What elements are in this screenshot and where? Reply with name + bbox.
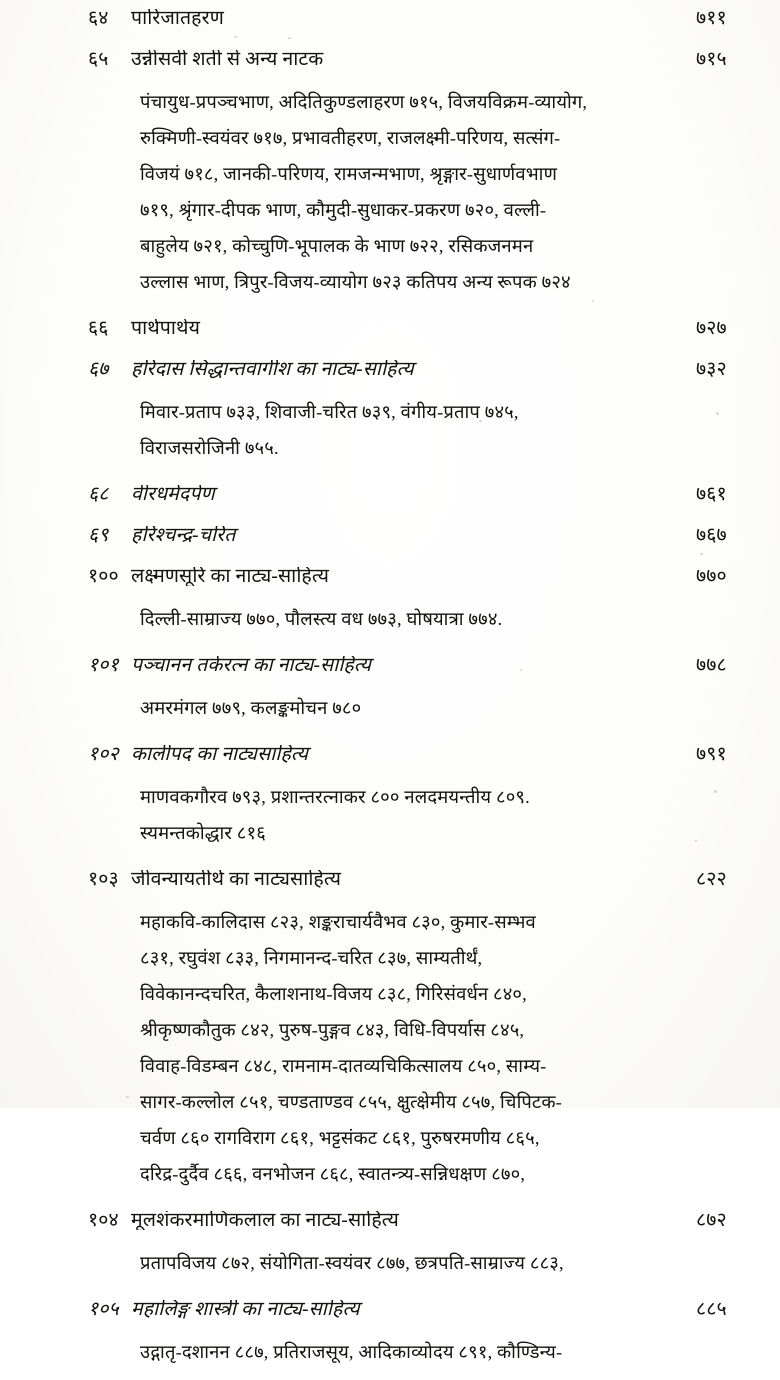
toc-entry-works-line: अमरमंगल ७७९, कलङ्कमोचन ७८० xyxy=(140,697,362,718)
toc-entry-title: पार्थपाथेय xyxy=(131,318,200,339)
toc-entry-page-number: ७९१ xyxy=(696,743,727,765)
toc-entry-works-line: ८३१, रघुवंश ८३३, निगमानन्द-चरित ८३७, साम्यतीर्थं, xyxy=(140,947,483,968)
toc-entry-number: ६८ xyxy=(88,483,109,505)
toc-entry-works-line: चर्वण ८६० रागविराग ८६१, भट्टसंकट ८६१, पुरुषरमणीय ८६५, xyxy=(140,1127,540,1148)
toc-entry-works-line: माणवकगौरव ७९३, प्रशान्तरत्नाकर ८०० नलदमयन्तीय ८०९. xyxy=(140,786,530,807)
toc-entry-works-line: पंचायुध-प्रपञ्चभाण, अदितिकुण्डलाहरण ७१५, विजयविक्रम-व्यायोग, xyxy=(140,91,588,112)
toc-entry-page-number: ७२७ xyxy=(696,317,727,339)
toc-entry-page-number: ७१५ xyxy=(696,48,727,70)
vertical-spacer xyxy=(0,466,780,476)
toc-entry-page-number: ७७० xyxy=(696,565,727,587)
toc-entry-title: वीरधर्मदर्पण xyxy=(131,484,215,505)
vertical-spacer xyxy=(0,1281,780,1291)
toc-entry-works-line: ७१९, श्रृंगार-दीपक भाण, कौमुदी-सुधाकर-प्रकरण ७२०, वल्ली- xyxy=(140,199,547,220)
toc-entry[interactable] xyxy=(0,1202,780,1239)
vertical-spacer xyxy=(0,1192,780,1202)
toc-entry-title: महालिङ्ग शास्त्री का नाट्य-साहित्य xyxy=(131,1299,360,1320)
toc-entry-works-line: उल्लास भाण, त्रिपुर-विजय-व्यायोग ७२३ कतिपय अन्य रूपक ७२४ xyxy=(140,271,571,292)
toc-entry-number: ६७ xyxy=(88,358,109,380)
toc-entry-title: हरिदास सिद्धान्तवागीश का नाट्य-साहित्य xyxy=(131,359,414,380)
vertical-spacer xyxy=(0,1370,780,1380)
toc-entry[interactable] xyxy=(0,861,780,898)
toc-entry-page-number: ७७८ xyxy=(696,654,727,676)
toc-entry-works-line: प्रतापविजय ८७२, संयोगिता-स्वयंवर ८७७, छत्रपति-साम्राज्य ८८३, xyxy=(140,1252,564,1273)
toc-entry-number: ६६ xyxy=(88,317,109,339)
vertical-spacer xyxy=(0,637,780,647)
toc-entry-works-line: सागर-कल्लोल ८५१, चण्डताण्डव ८५५, क्षुत्क्षेमीय ८५७, चिपिटक- xyxy=(140,1091,562,1112)
toc-entry-works-line: विजयं ७१८, जानकी-परिणय, रामजन्मभाण, श्रृङ्गार-सुधार्णवभाण xyxy=(140,163,558,184)
toc-entry[interactable] xyxy=(0,476,780,513)
toc-entry-title: पारिजातहरण xyxy=(131,8,224,29)
toc-entry-number: ६४ xyxy=(88,7,109,29)
toc-entry-title: लक्ष्मणसूरि का नाट्य-साहित्य xyxy=(131,566,330,587)
toc-entry-title: हरिश्चन्द्र-चरित xyxy=(131,525,236,546)
toc-entry-title: कालीपद का नाट्यसाहित्य xyxy=(131,744,309,765)
toc-entry-title: पञ्चानन तर्करत्न का नाट्य-साहित्य xyxy=(131,655,372,676)
toc-entry-page-number: ७३२ xyxy=(696,358,727,380)
toc-entry-works-line: विवाह-विडम्बन ८४८, रामनाम-दातव्यचिकित्सालय ८५०, साम्य- xyxy=(140,1055,547,1076)
toc-entry-works-line: श्रीकृष्णकौतुक ८४२, पुरुष-पुङ्गव ८४३, विधि-विपर्यास ८४५, xyxy=(140,1019,525,1040)
toc-entry-works-line: विराजसरोजिनी ७५५. xyxy=(140,437,279,458)
toc-entry[interactable] xyxy=(0,558,780,595)
toc-entry-works-line: मिवार-प्रताप ७३३, शिवाजी-चरित ७३९, वंगीय-प्रताप ७४५, xyxy=(140,401,519,422)
toc-entry-works-line: उद्गातृ-दशानन ८८७, प्रतिराजसूय, आदिकाव्योदय ८९१, कौण्डिन्य- xyxy=(140,1341,563,1362)
toc-entry-page-number: ७६१ xyxy=(696,483,727,505)
toc-entry-works-line: स्यमन्तकोद्धार ८१६ xyxy=(140,822,266,843)
toc-entry-page-number: ८८५ xyxy=(696,1298,727,1320)
toc-entry-number: १०५ xyxy=(88,1298,119,1320)
toc-entry-page-number: ८२२ xyxy=(696,868,727,890)
toc-entry-works-line: दरिद्र-दुर्दैव ८६६, वनभोजन ८६८, स्वातन्त्र्य-सन्निधक्षण ८७०, xyxy=(140,1163,526,1184)
toc-entry-number: १०४ xyxy=(88,1209,119,1231)
toc-entry-number: १०० xyxy=(88,565,119,587)
toc-entry-title: जीवन्यायतीर्थ का नाट्यसाहित्य xyxy=(131,869,342,890)
vertical-spacer xyxy=(0,726,780,736)
toc-entry[interactable] xyxy=(0,41,780,78)
toc-entry-works-line: बाहुलेय ७२१, कोच्चुणि-भूपालक के भाण ७२२, रसिकजनमन xyxy=(140,235,534,256)
toc-entry-page-number: ७११ xyxy=(696,7,727,29)
toc-entry-number: १०२ xyxy=(88,743,119,765)
toc-entry-page-number: ७६७ xyxy=(696,524,727,546)
toc-entry[interactable] xyxy=(0,0,780,37)
toc-entry-works-line: दिल्ली-साम्राज्य ७७०, पौलस्त्य वध ७७३, घोषयात्रा ७७४. xyxy=(140,608,503,629)
toc-entry-works-line: विवेकानन्दचरित, कैलाशनाथ-विजय ८३८, गिरिसंवर्धन ८४०, xyxy=(140,983,527,1004)
vertical-spacer xyxy=(0,851,780,861)
toc-entry-title: उन्नीसवीं शती से अन्य नाटक xyxy=(131,49,324,70)
toc-entry-number: ६९ xyxy=(88,524,109,546)
toc-entry[interactable] xyxy=(0,1291,780,1328)
toc-entry-number: ६५ xyxy=(88,48,109,70)
toc-entry-page-number: ८७२ xyxy=(696,1209,727,1231)
toc-entry-number: १०१ xyxy=(88,654,119,676)
toc-entry-number: १०३ xyxy=(88,868,119,890)
toc-entry[interactable] xyxy=(0,351,780,388)
vertical-spacer xyxy=(0,300,780,310)
toc-entry[interactable] xyxy=(0,310,780,347)
toc-entry-works-line: रुक्मिणी-स्वयंवर ७१७, प्रभावतीहरण, राजलक्ष्मी-परिणय, सत्संग- xyxy=(140,127,561,148)
toc-entry[interactable] xyxy=(0,517,780,554)
toc-entry-title: मूलशंकरमाणिकलाल का नाट्य-साहित्य xyxy=(131,1210,399,1231)
toc-entry-works-line: महाकवि-कालिदास ८२३, शङ्कराचार्यवैभव ८३०, कुमार-सम्भव xyxy=(140,911,536,932)
toc-entry[interactable] xyxy=(0,736,780,773)
toc-entry[interactable] xyxy=(0,647,780,684)
